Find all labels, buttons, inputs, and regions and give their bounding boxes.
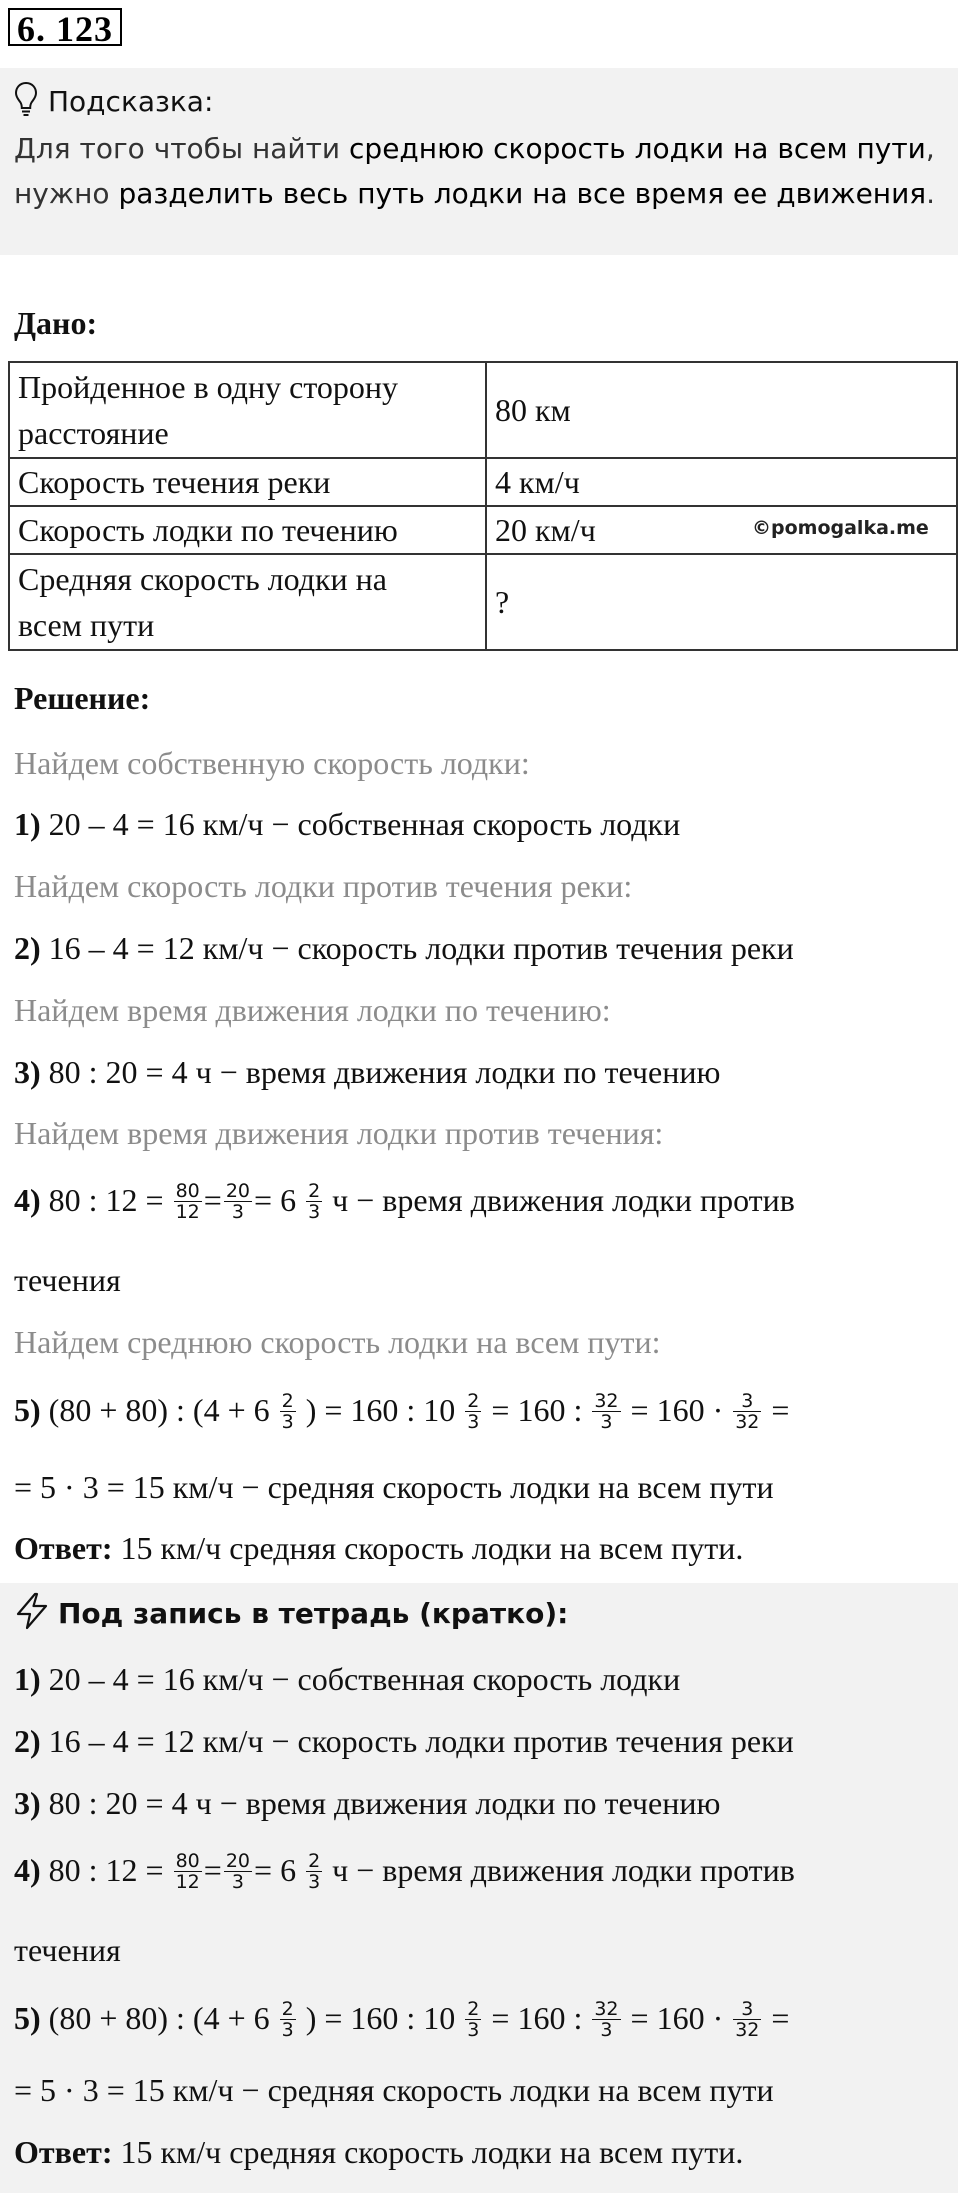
table-cell-value: 20 км/ч [486, 506, 957, 554]
table-cell-label: Пройденное в одну сторону расстояние [9, 362, 486, 458]
table-row [9, 362, 957, 458]
lightbulb-icon [14, 81, 38, 122]
table-cell-label: Скорость течения реки [9, 458, 486, 506]
step-2: 2) 16 – 4 = 12 км/ч − скорость лодки против течения реки [14, 930, 794, 966]
table-cell-value: 4 км/ч [486, 458, 957, 506]
fraction: $\frac{2}{3}$ [281, 1390, 294, 1434]
brief-header [14, 1588, 568, 1638]
brief-step-1: 1) 20 – 4 = 16 км/ч − собственная скорость лодки [14, 1661, 681, 1697]
table-cell-value: 80 км [486, 362, 957, 458]
given-title: Дано: [14, 305, 98, 341]
step-4-continued: течения [14, 1262, 121, 1298]
step-comment: Найдем время движения лодки по течению: [14, 992, 611, 1028]
brief-step-3: 3) 80 : 20 = 4 ч − время движения лодки по течению [14, 1785, 721, 1821]
fraction: $\frac{32}{3}$ [594, 1390, 619, 1434]
answer: Ответ: 15 км/ч средняя скорость лодки на всем пути. [14, 1530, 744, 1566]
fraction: $\frac{2}{3}$ [467, 1998, 480, 2042]
solution-title: Решение: [14, 680, 151, 716]
fraction: $\frac{80}{12}$ [175, 1180, 200, 1224]
fraction: $\frac{2}{3}$ [467, 1390, 480, 1434]
brief-step-4: 4) 80 : 12 = $\frac{80}{12}$ = $\frac{20}{3}$ = 6 $\frac{2}{3}$ ч − время движения лодки против [14, 1850, 795, 1894]
fraction: $\frac{32}{3}$ [594, 1998, 619, 2042]
given-table [8, 361, 958, 651]
step-comment: Найдем время движения лодки против течения: [14, 1115, 664, 1151]
fraction: $\frac{3}{32}$ [735, 1390, 760, 1434]
hint-header [14, 80, 213, 122]
table-cell-label: Скорость лодки по течению [9, 506, 486, 554]
brief-step-5: 5) (80 + 80) : (4 + 6 $\frac{2}{3}$ ) = 160 : 10 $\frac{2}{3}$ = 160 : $\frac{32}{3}$ = 160 · $\frac{3}{32}$ = [14, 1998, 790, 2042]
fraction: $\frac{20}{3}$ [225, 1850, 251, 1894]
table-row [9, 554, 957, 650]
step-5-continued: = 5 · 3 = 15 км/ч − средняя скорость лодки на всем пути [14, 1469, 774, 1505]
step-4: 4) 80 : 12 = $\frac{80}{12}$ = $\frac{20}{3}$ = 6 $\frac{2}{3}$ ч − время движения лодки против [14, 1180, 795, 1224]
brief-step-5-continued: = 5 · 3 = 15 км/ч − средняя скорость лодки на всем пути [14, 2072, 774, 2108]
fraction: $\frac{80}{12}$ [175, 1850, 200, 1894]
brief-answer: Ответ: 15 км/ч средняя скорость лодки на всем пути. [14, 2134, 744, 2170]
table-cell-value: ? [486, 554, 957, 650]
step-3: 3) 80 : 20 = 4 ч − время движения лодки по течению [14, 1054, 721, 1090]
step-1: 1) 20 – 4 = 16 км/ч − собственная скорость лодки [14, 806, 681, 842]
step-comment: Найдем собственную скорость лодки: [14, 745, 530, 781]
fraction: $\frac{2}{3}$ [281, 1998, 294, 2042]
fraction: $\frac{2}{3}$ [308, 1850, 321, 1894]
brief-step-2: 2) 16 – 4 = 12 км/ч − скорость лодки против течения реки [14, 1723, 794, 1759]
hint-title: Подсказка: [48, 84, 214, 118]
problem-number: 6. 123 [8, 8, 122, 46]
fraction: $\frac{2}{3}$ [308, 1180, 321, 1224]
table-cell-label: Средняя скорость лодки на всем пути [9, 554, 486, 650]
fraction: $\frac{3}{32}$ [735, 1998, 760, 2042]
step-comment: Найдем среднюю скорость лодки на всем пути: [14, 1324, 661, 1360]
step-5: 5) (80 + 80) : (4 + 6 $\frac{2}{3}$ ) = 160 : 10 $\frac{2}{3}$ = 160 : $\frac{32}{3}$ = 160 · $\frac{3}{32}$ = [14, 1390, 790, 1434]
hint-text: Для того чтобы найти среднюю скорость лодки на всем пути, нужно разделить весь путь лодки на все время ее движения. [14, 132, 936, 210]
watermark: ©pomogalka.me [752, 517, 929, 539]
brief-step-4-continued: течения [14, 1932, 121, 1968]
lightning-icon [14, 1592, 50, 1635]
table-row [9, 458, 957, 506]
brief-title: Под запись в тетрадь (кратко): [58, 1596, 569, 1630]
step-comment: Найдем скорость лодки против течения реки: [14, 868, 633, 904]
fraction: $\frac{20}{3}$ [225, 1180, 251, 1224]
